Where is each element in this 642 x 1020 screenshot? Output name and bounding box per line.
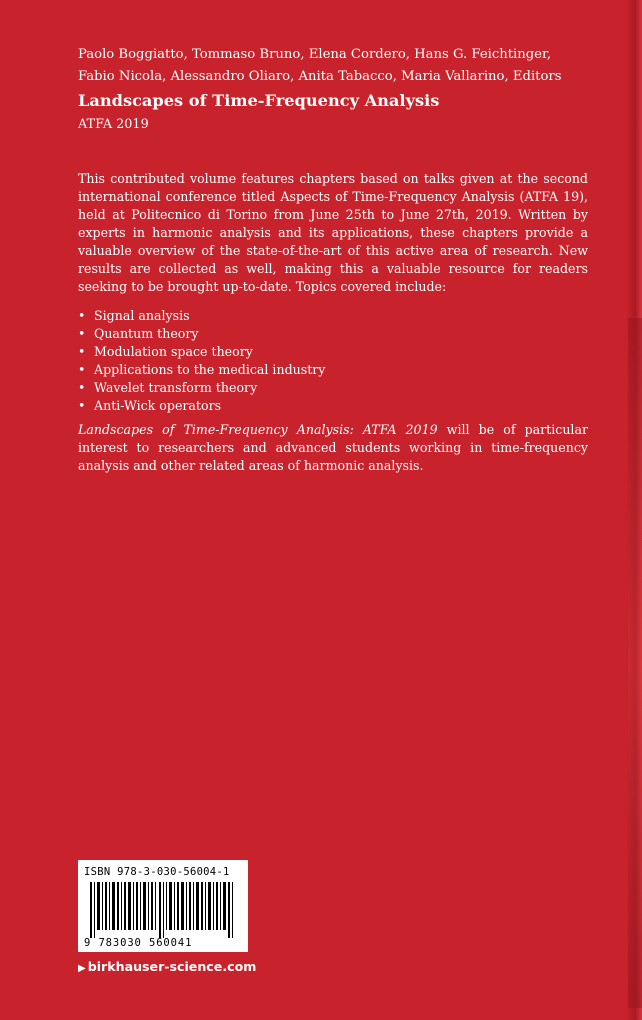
barcode-digits: 9 783030 560041 bbox=[84, 937, 193, 949]
book-subtitle: ATFA 2019 bbox=[78, 117, 149, 132]
bullet-icon: • bbox=[78, 326, 86, 341]
editors-line-2: Fabio Nicola, Alessandro Oliaro, Anita Tabacco, Maria Vallarino, Editors bbox=[78, 69, 562, 84]
publisher-website-link[interactable] bbox=[78, 958, 256, 978]
topic-item: • Modulation space theory bbox=[78, 344, 253, 359]
description-paragraph: This contributed volume features chapters based on talks given at the second international conference titled Aspects of Time-Frequency Analysis (ATFA 19), held at Politecnico di Torino from June 25th to June 27th, 2019. Written by experts in harmonic analysis and its applications, these chapters provide a valuable overview of the state-of-the-art of this active area of research. New results are collected as well, making this a valuable resource for readers seeking to be brought up-to-date. Topics covered include: bbox=[78, 171, 588, 294]
closing-paragraph bbox=[78, 421, 588, 475]
bullet-icon: • bbox=[78, 362, 86, 377]
editors-line-1: Paolo Boggiatto, Tommaso Bruno, Elena Cordero, Hans G. Feichtinger, bbox=[78, 47, 552, 62]
bullet-icon: • bbox=[78, 398, 86, 413]
website-label: birkhauser-science.com bbox=[87, 959, 257, 974]
topic-item: • Signal analysis bbox=[78, 308, 190, 323]
arrow-right-icon: ▶ bbox=[78, 963, 86, 974]
bullet-icon: • bbox=[78, 308, 86, 323]
topics-list bbox=[78, 307, 588, 415]
bullet-icon: • bbox=[78, 380, 86, 395]
book-title: Landscapes of Time-Frequency Analysis bbox=[78, 91, 440, 110]
closing-text: will be of particular interest to researchers and advanced students working in time-frequency analysis and other related areas of harmonic analysis. bbox=[78, 422, 588, 473]
topic-item: • Anti-Wick operators bbox=[78, 398, 222, 413]
bullet-icon: • bbox=[78, 344, 86, 359]
topic-item: • Applications to the medical industry bbox=[78, 362, 326, 377]
editors-list bbox=[78, 44, 588, 88]
barcode-icon bbox=[84, 882, 242, 938]
isbn-barcode bbox=[78, 860, 248, 952]
cover-text-block bbox=[78, 44, 588, 475]
closing-book-title: Landscapes of Time-Frequency Analysis: ATFA 2019 bbox=[78, 422, 438, 437]
isbn-label: ISBN 978-3-030-56004-1 bbox=[84, 866, 230, 878]
topic-item: • Quantum theory bbox=[78, 326, 199, 341]
topic-item: • Wavelet transform theory bbox=[78, 380, 258, 395]
spine-edge-glow bbox=[628, 318, 642, 1008]
